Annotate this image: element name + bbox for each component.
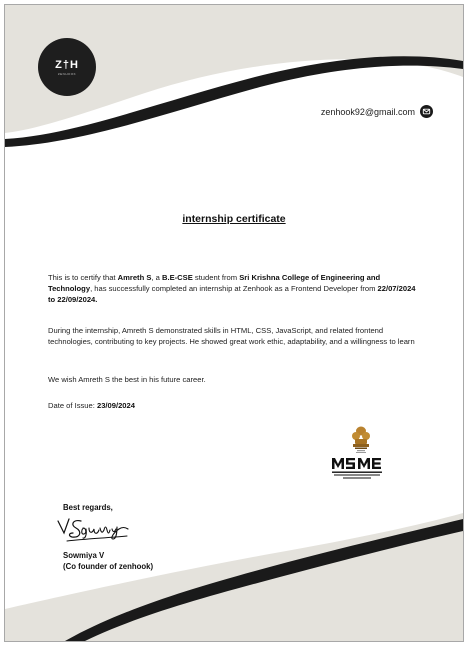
logo-subtext: ZENHOOK bbox=[57, 71, 77, 76]
zenhook-logo bbox=[38, 38, 96, 96]
college-name: Sri Krishna College of Engineering and Technology bbox=[48, 273, 381, 294]
degree: B.E-CSE bbox=[161, 273, 193, 282]
issue-date-line: Date of Issue: 23/09/2024 bbox=[48, 401, 135, 410]
mail-icon bbox=[420, 105, 433, 118]
regards-text: Best regards, bbox=[63, 503, 113, 512]
certificate-page bbox=[4, 4, 464, 642]
contact-email[interactable]: zenhook92@gmail.com bbox=[320, 107, 415, 117]
certificate-title: internship certificate bbox=[182, 213, 286, 225]
skills-paragraph: During the internship, Amreth S demonstrated skills in HTML, CSS, JavaScript, and related frontend technologies, contributing to key projects. He showed great work ethic, adaptability, and a willingness to learn bbox=[48, 326, 415, 347]
signature-image bbox=[55, 513, 139, 547]
msme-logo bbox=[331, 457, 387, 481]
logo-text: Z†H bbox=[55, 58, 79, 71]
signer-role: (Co founder of zenhook) bbox=[63, 562, 154, 571]
issue-date: 23/09/2024 bbox=[96, 401, 135, 410]
signer-name: Sowmiya V bbox=[63, 551, 105, 560]
certification-paragraph: This is to certify that Amreth S, a B.E-CSE student from Sri Krishna College of Engineering and Technology, has successfully completed an internship at Zenhook as a Frontend Developer from 22/07/2024 to 22/09/2024. bbox=[48, 273, 416, 305]
intern-name: Amreth S bbox=[117, 273, 152, 282]
national-emblem-icon bbox=[348, 425, 374, 455]
wishes-paragraph: We wish Amreth S the best in his future career. bbox=[48, 375, 206, 384]
internship-period: 22/07/2024 to 22/09/2024. bbox=[48, 284, 416, 305]
